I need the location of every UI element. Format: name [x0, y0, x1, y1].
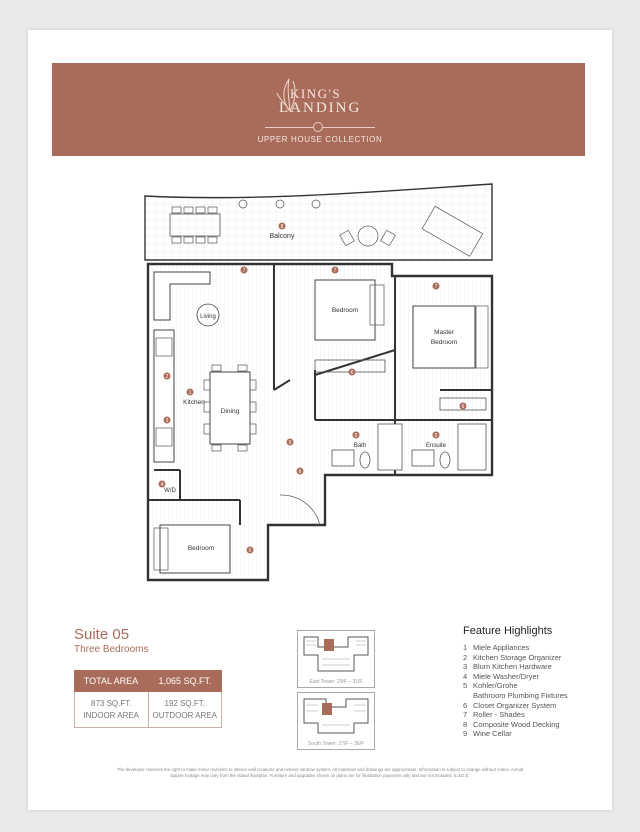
collection-label: UPPER HOUSE COLLECTION [257, 135, 383, 144]
brand-name-line1: KING'S [290, 86, 342, 101]
suite-subtitle: Three Bedrooms [74, 644, 149, 655]
outdoor-area-label: OUTDOOR AREA [152, 711, 217, 720]
svg-text:6: 6 [461, 404, 465, 410]
room-label-bedroom-1: Bedroom [331, 307, 359, 314]
total-area-value: 1,065 SQ.FT. [158, 676, 212, 686]
list-item: 4 Miele Washer/Dryer [463, 671, 539, 681]
svg-text:1: 1 [188, 390, 192, 396]
key-plan-east [297, 630, 375, 688]
key-plan-south [297, 692, 375, 750]
room-label-master-line2: Bedroom [430, 339, 458, 346]
indoor-area-cell [75, 692, 148, 727]
area-table-header [74, 670, 222, 692]
floor-plan [140, 180, 500, 600]
svg-text:6: 6 [248, 548, 252, 554]
svg-text:7: 7 [434, 284, 438, 290]
area-table [74, 670, 222, 728]
svg-text:2: 2 [165, 374, 169, 380]
feature-highlights-title: Feature Highlights [463, 625, 553, 637]
list-item: 2 Kitchen Storage Organizer [463, 652, 562, 662]
key-plan-south-label: South Tower: 27/F – 36/F [307, 741, 365, 747]
balcony-area [145, 184, 492, 260]
room-label-bedroom-3: Bedroom [187, 545, 215, 552]
room-label-dining: Dining [220, 408, 240, 415]
area-table-body [74, 692, 222, 728]
key-plan-east-diagram [298, 631, 374, 677]
room-label-balcony: Balcony [269, 233, 295, 240]
key-plan-east-label: East Tower: 29/F – 31/F [309, 679, 363, 685]
svg-text:4: 4 [160, 482, 164, 488]
svg-text:7: 7 [242, 268, 246, 274]
brand-name-line2: LANDING [279, 100, 362, 116]
indoor-area-value: 873 SQ.FT. [91, 699, 132, 708]
list-item: 1 Miele Appliances [463, 643, 530, 652]
list-item: Bathroom Plumbing Fixtures [473, 690, 568, 700]
svg-text:6: 6 [298, 469, 302, 475]
room-label-wd: W/D [164, 488, 176, 494]
list-item: 3 Blum Kitchen Hardware [463, 662, 552, 672]
room-label-living: Living [200, 314, 216, 320]
feature-highlights [463, 625, 603, 739]
outdoor-area-cell [148, 692, 222, 727]
room-label-bath: Bath [353, 443, 367, 449]
total-area-label: TOTAL AREA [83, 676, 139, 686]
list-item: 9 Wine Cellar [463, 729, 512, 739]
svg-text:9: 9 [288, 440, 292, 446]
disclaimer-text: The developer reserves the right to make minor revisions to interior wall locations and exterior window system. All materials and drawings are approximate. Information is subject to change without notice. Actual square footage may vary from the stated floorplan. Furniture and upgrades shown on plans are for illustration purposes only and are not included. E.&O.E. [116, 767, 524, 778]
list-item: 5 Kohler/Grohe [463, 681, 518, 691]
suite-title: Suite 05 [74, 626, 130, 643]
svg-text:5: 5 [354, 433, 358, 439]
svg-text:8: 8 [280, 224, 284, 230]
key-plan-south-diagram [298, 693, 374, 739]
svg-text:7: 7 [333, 268, 337, 274]
list-item: 7 Roller - Shades [463, 710, 525, 720]
svg-text:3: 3 [165, 418, 169, 424]
room-label-master: Master [434, 329, 454, 336]
list-item: 6 Closet Organizer System [463, 700, 557, 710]
svg-text:6: 6 [350, 370, 354, 376]
room-label-ensuite: Ensuite [425, 443, 447, 449]
svg-text:5: 5 [434, 433, 438, 439]
room-label-kitchen: Kitchen [183, 399, 205, 406]
indoor-area-label: INDOOR AREA [83, 711, 140, 720]
outdoor-area-value: 192 SQ.FT. [164, 699, 205, 708]
monogram-icon [313, 122, 323, 132]
list-item: 8 Composite Wood Decking [463, 719, 560, 729]
